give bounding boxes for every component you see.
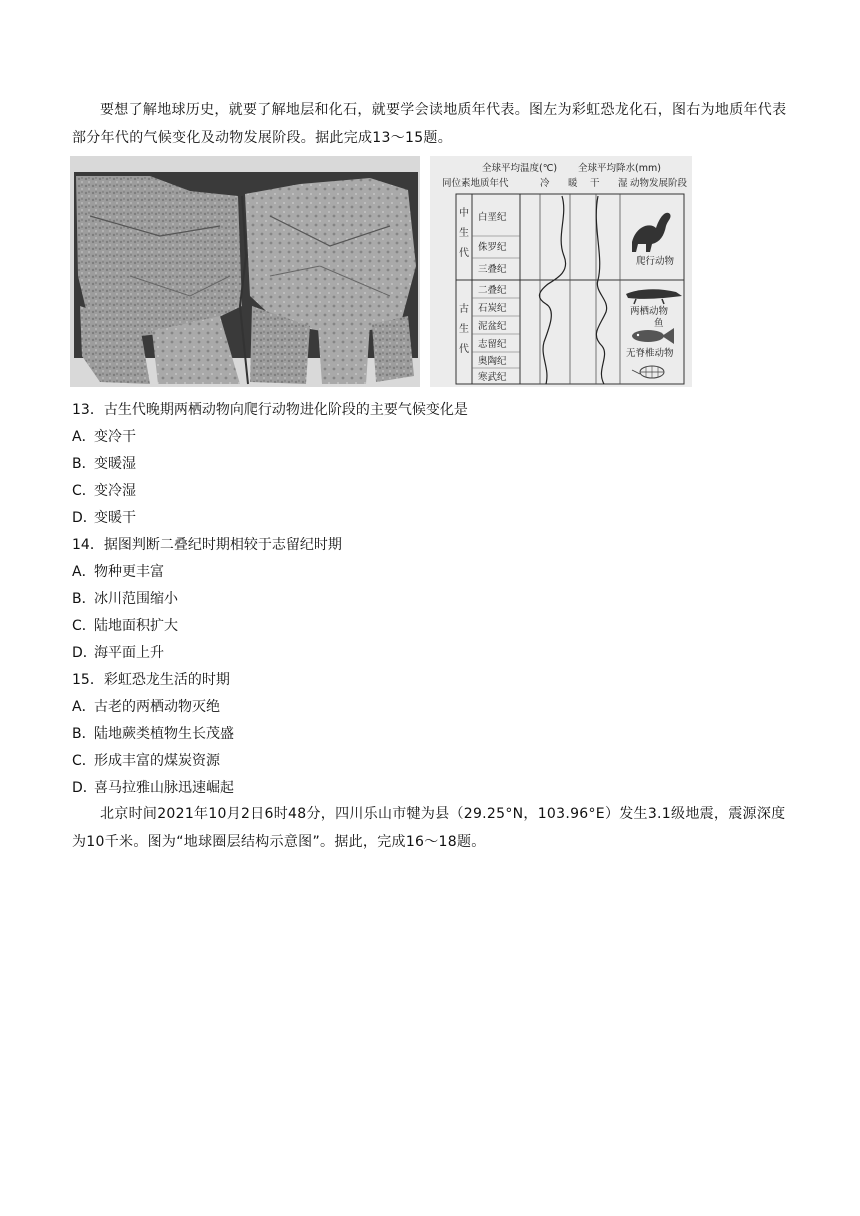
period-carboniferous: 石炭纪 <box>478 303 507 314</box>
animal-fish: 鱼 <box>654 318 664 329</box>
period-triassic: 三叠纪 <box>478 264 507 275</box>
question-14-option-a <box>72 562 164 582</box>
question-14-option-b <box>72 589 178 609</box>
question-14-stem: 14．据图判断二叠纪时期相较于志留纪时期 <box>72 537 342 553</box>
intro-paragraph: 要想了解地球历史，就要了解地层和化石，就要学会读地质年代表。图左为彩虹恐龙化石，图右为地质年代表部分年代的气候变化及动物发展阶段。据此完成13～15题。 <box>72 102 787 146</box>
option-text: 古老的两栖动物灭绝 <box>94 699 220 715</box>
period-cambrian: 寒武纪 <box>478 372 507 383</box>
option-text: 变冷湿 <box>94 483 136 499</box>
option-letter: D． <box>72 510 97 526</box>
option-letter: C． <box>72 483 96 499</box>
option-text: 陆地面积扩大 <box>94 618 178 634</box>
figure-svg <box>70 156 692 387</box>
option-text: 海平面上升 <box>94 645 164 661</box>
option-letter: D． <box>72 645 97 661</box>
option-letter: C． <box>72 753 96 769</box>
question-15-option-b <box>72 724 234 744</box>
option-text: 变暖湿 <box>94 456 136 472</box>
option-letter: B． <box>72 591 96 607</box>
question-13-option-a <box>72 427 136 447</box>
option-text: 冰川范围缩小 <box>94 591 178 607</box>
option-letter: A． <box>72 429 96 445</box>
era-mesozoic-char-1: 中 <box>459 208 469 219</box>
era-mesozoic-char-2: 生 <box>459 228 469 239</box>
option-letter: A． <box>72 699 96 715</box>
option-text: 形成丰富的煤炭资源 <box>94 753 220 769</box>
stage-header: 动物发展阶段 <box>630 178 688 189</box>
question-14-option-d <box>72 643 164 663</box>
period-silurian: 志留纪 <box>478 339 507 350</box>
period-ordovician: 奥陶纪 <box>478 356 507 367</box>
era-paleozoic-char-1: 古 <box>459 304 469 315</box>
era-paleozoic-char-3: 代 <box>459 344 469 355</box>
question-15-stem: 15．彩虹恐龙生活的时期 <box>72 672 230 688</box>
warm-label: 暖 <box>568 178 578 189</box>
option-letter: B． <box>72 726 96 742</box>
question-13-option-b <box>72 454 136 474</box>
fossil-photo <box>70 156 420 387</box>
option-letter: B． <box>72 456 96 472</box>
animal-reptiles: 爬行动物 <box>636 256 675 267</box>
outro-paragraph: 北京时间2021年10月2日6时48分，四川乐山市犍为县（29.25°N，103.96°E）发生3.1级地震，震源深度为10千米。图为“地球圈层结构示意图”。据此，完成16～18题。 <box>72 806 786 850</box>
option-text: 变暖干 <box>94 510 136 526</box>
dry-label: 干 <box>590 178 600 189</box>
animal-amphibians: 两栖动物 <box>630 306 669 317</box>
question-14-option-c <box>72 616 178 636</box>
option-text: 陆地蕨类植物生长茂盛 <box>94 726 234 742</box>
option-letter: A． <box>72 564 96 580</box>
era-mesozoic-char-3: 代 <box>459 248 469 259</box>
question-13-option-c <box>72 481 136 501</box>
temperature-header: 全球平均温度(℃) <box>482 163 558 174</box>
question-15-option-c <box>72 751 220 771</box>
figure <box>70 156 692 387</box>
question-13-option-d <box>72 508 136 528</box>
option-letter: D． <box>72 780 97 796</box>
cold-label: 冷 <box>540 178 550 189</box>
era-paleozoic-char-2: 生 <box>459 324 469 335</box>
period-jurassic: 侏罗纪 <box>478 242 507 253</box>
option-text: 喜马拉雅山脉迅速崛起 <box>94 780 234 796</box>
precipitation-header: 全球平均降水(mm) <box>578 163 661 174</box>
period-cretaceous: 白垩纪 <box>478 212 507 223</box>
question-13-stem: 13．古生代晚期两栖动物向爬行动物进化阶段的主要气候变化是 <box>72 402 468 418</box>
age-header: 同位素地质年代 <box>442 178 509 189</box>
geologic-time-table <box>430 156 692 387</box>
period-permian: 二叠纪 <box>478 285 507 296</box>
option-text: 变冷干 <box>94 429 136 445</box>
question-15-option-d <box>72 778 234 798</box>
option-text: 物种更丰富 <box>94 564 164 580</box>
wet-label: 湿 <box>618 178 628 189</box>
option-letter: C． <box>72 618 96 634</box>
period-devonian: 泥盆纪 <box>478 321 507 332</box>
question-15-option-a <box>72 697 220 717</box>
animal-invertebrates: 无脊椎动物 <box>626 348 674 359</box>
